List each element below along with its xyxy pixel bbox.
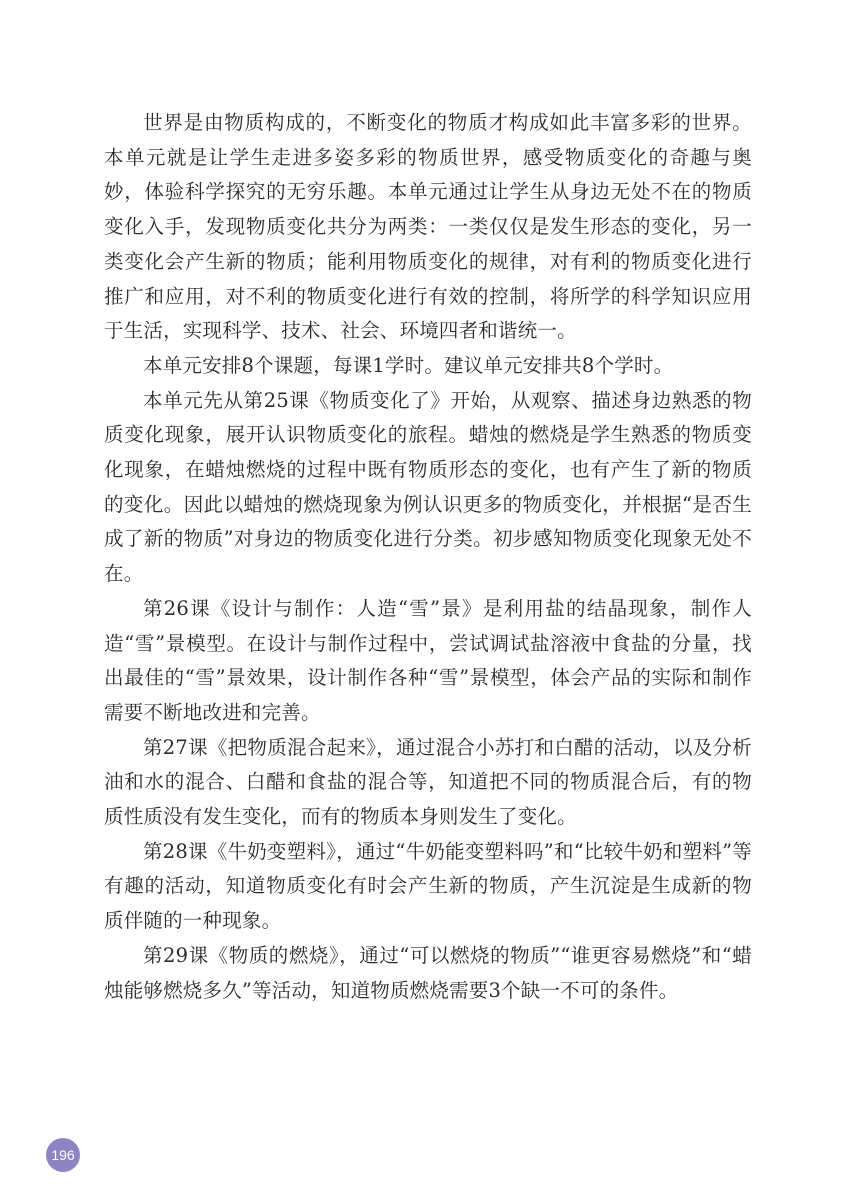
paragraph-unit-intro: 世界是由物质构成的，不断变化的物质才构成如此丰富多彩的世界。本单元就是让学生走进多姿多彩的物质世界，感受物质变化的奇趣与奥妙，体验科学探究的无穷乐趣。本单元通过让学生从身边无处不在的物质变化入手，发现物质变化共分为两类：一类仅仅是发生形态的变化，另一类变化会产生新的物质；能利用物质变化的规律，对有利的物质变化进行推广和应用，对不利的物质变化进行有效的控制，将所学的科学知识应用于生活，实现科学、技术、社会、环境四者和谐统一。 [104,111,752,343]
paragraph-lesson-29: 第29课《物质的燃烧》，通过“可以燃烧的物质”“谁更容易燃烧”和“蜡烛能够燃烧多久”等活动，知道物质燃烧需要3个缺一不可的条件。 [104,943,752,1002]
paragraph-lesson-28: 第28课《牛奶变塑料》，通过“牛奶能变塑料吗”和“比较牛奶和塑料”等有趣的活动，知道物质变化有时会产生新的物质，产生沉淀是生成新的物质伴随的一种现象。 [104,839,752,933]
page-body [104,106,752,1008]
paragraph-lesson-27: 第27课《把物质混合起来》，通过混合小苏打和白醋的活动，以及分析油和水的混合、白醋和食盐的混合等，知道把不同的物质混合后，有的物质性质没有发生变化，而有的物质本身则发生了变化。 [104,735,752,829]
paragraph-schedule: 本单元安排8个课题，每课1学时。建议单元安排共8个学时。 [143,353,674,377]
paragraph-lesson-25: 本单元先从第25课《物质变化了》开始，从观察、描述身边熟悉的物质变化现象，展开认识物质变化的旅程。蜡烛的燃烧是学生熟悉的物质变化现象，在蜡烛燃烧的过程中既有物质形态的变化，也有产生了新的物质的变化。因此以蜡烛的燃烧现象为例认识更多的物质变化，并根据“是否生成了新的物质”对身边的物质变化进行分类。初步感知物质变化现象无处不在。 [104,388,752,586]
page-number-badge: 196 [46,1138,80,1172]
paragraph-lesson-26: 第26课《设计与制作：人造“雪”景》是利用盐的结晶现象，制作人造“雪”景模型。在设计与制作过程中，尝试调试盐溶液中食盐的分量，找出最佳的“雪”景效果，设计制作各种“雪”景模型，体会产品的实际和制作需要不断地改进和完善。 [104,596,752,724]
